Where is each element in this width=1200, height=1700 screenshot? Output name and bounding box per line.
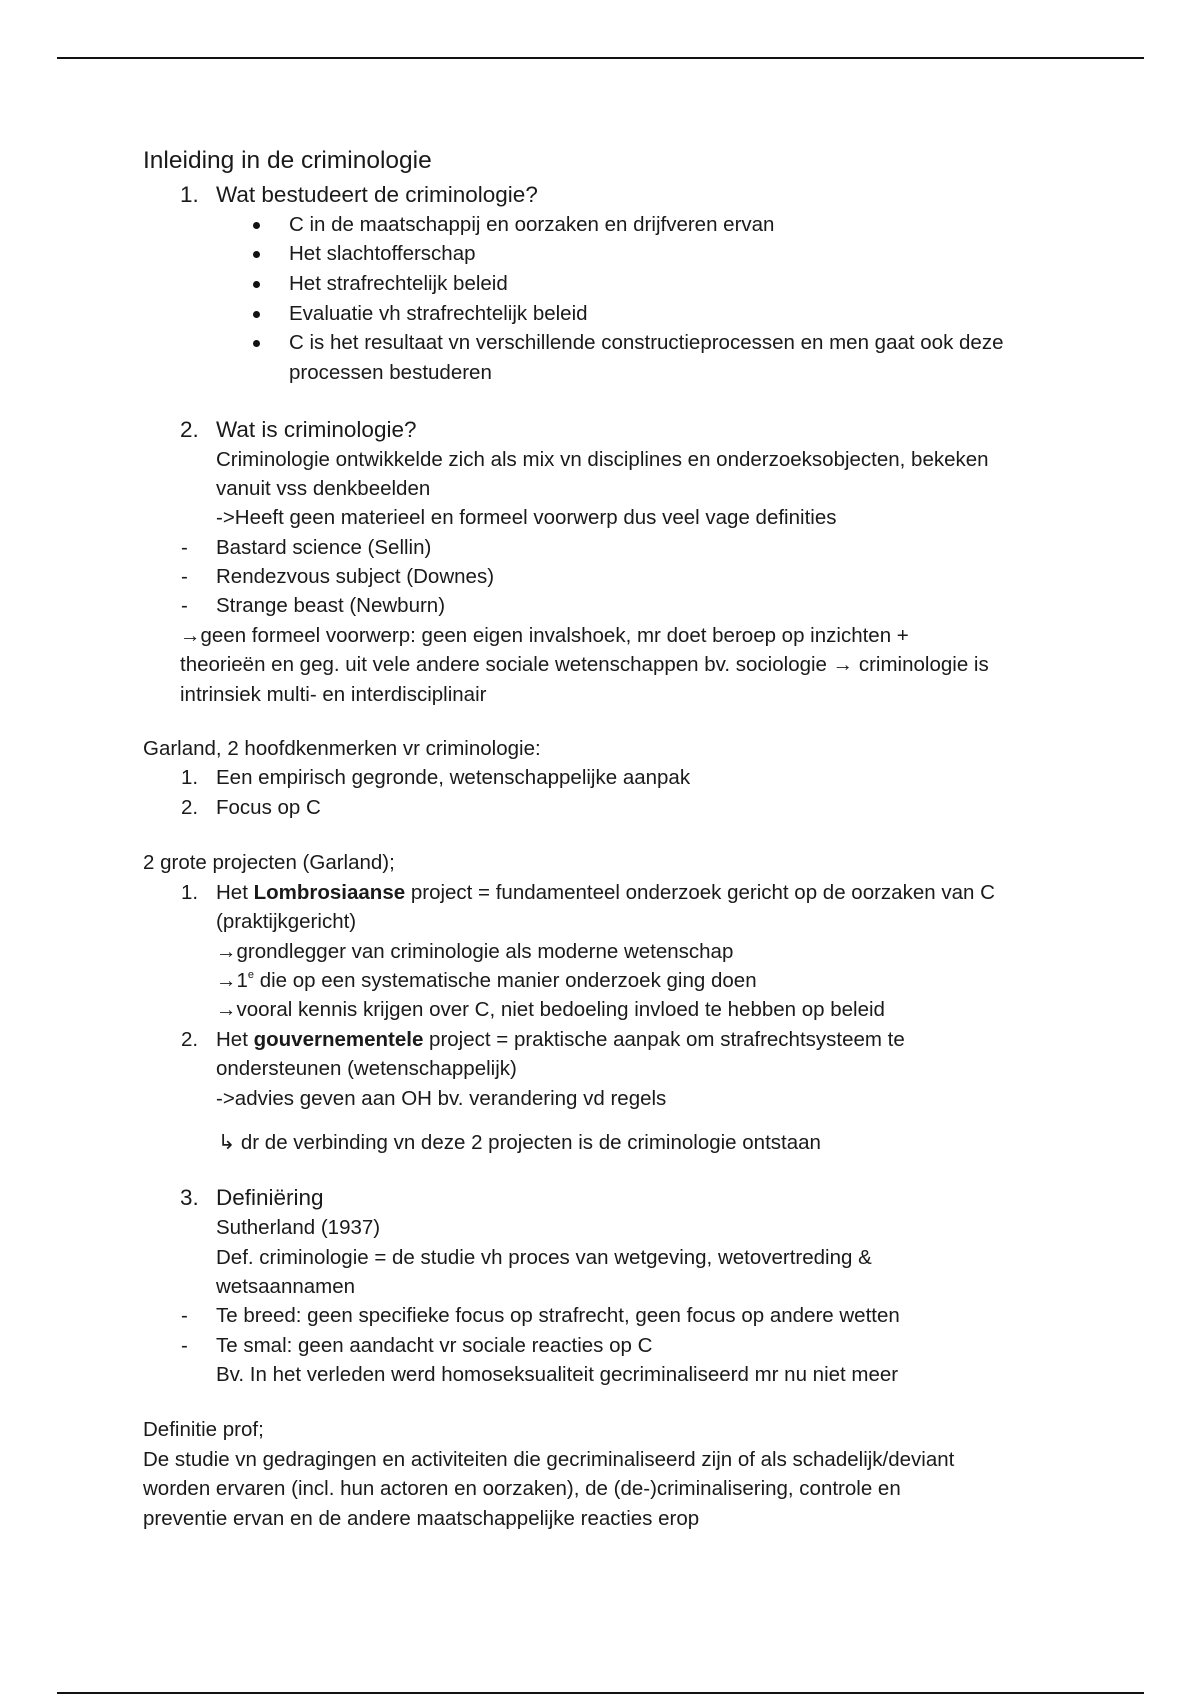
projects-heading: 2 grote projecten (Garland);: [143, 851, 395, 874]
paragraph-line: Def. criminologie = de studie vh proces van wetgeving, wetovertreding &: [216, 1246, 872, 1269]
dash-item: Bastard science (Sellin): [216, 536, 432, 559]
bullet-icon: [253, 281, 260, 288]
list-item: C is het resultaat vn verschillende constructieprocessen en men gaat ook deze: [289, 331, 1004, 354]
page-title: Inleiding in de criminologie: [143, 147, 432, 174]
bullet-icon: [253, 222, 260, 229]
prof-line: De studie vn gedragingen en activiteiten die gecriminaliseerd zijn of als schadelijk/deviant: [143, 1448, 955, 1471]
prof-heading: Definitie prof;: [143, 1418, 264, 1441]
section-2-heading: Wat is criminologie?: [216, 417, 417, 442]
garland-heading: Garland, 2 hoofdkenmerken vr criminologie:: [143, 737, 541, 760]
bullet-icon: [253, 340, 260, 347]
dash-marker: -: [181, 565, 188, 588]
paragraph-line: vanuit vss denkbeelden: [216, 477, 431, 500]
paragraph-line: wetsaannamen: [216, 1275, 356, 1298]
prof-line: worden ervaren (incl. hun actoren en oorzaken), de (de-)criminalisering, controle en: [143, 1477, 901, 1500]
projects-conclusion: ↳ dr de verbinding vn deze 2 projecten is de criminologie ontstaan: [218, 1131, 821, 1154]
bottom-rule: [57, 1692, 1144, 1694]
list-item: C in de maatschappij en oorzaken en drijfveren ervan: [289, 213, 775, 236]
dash-item: Te smal: geen aandacht vr sociale reacties op C: [216, 1334, 653, 1357]
project-1-arrow-line: →vooral kennis krijgen over C, niet bedoeling invloed te hebben op beleid: [216, 998, 885, 1021]
section-2-number: 2.: [180, 417, 199, 442]
list-item: Focus op C: [216, 796, 321, 819]
paragraph-line: Sutherland (1937): [216, 1216, 381, 1239]
project-2-term: gouvernementele: [253, 1028, 424, 1051]
dash-marker: -: [181, 594, 188, 617]
project-2-line: ondersteunen (wetenschappelijk): [216, 1057, 517, 1080]
list-number: 2.: [181, 796, 199, 819]
dash-item: Strange beast (Newburn): [216, 594, 446, 617]
dash-item: Rendezvous subject (Downes): [216, 565, 495, 588]
list-item: Een empirisch gegronde, wetenschappelijke aanpak: [216, 766, 691, 789]
top-rule: [57, 57, 1144, 59]
list-number: 1.: [181, 766, 199, 789]
conclusion-line: →geen formeel voorwerp: geen eigen invalshoek, mr doet beroep op inzichten +: [180, 624, 909, 647]
project-1-line: Het Lombrosiaanse project = fundamenteel onderzoek gericht op de oorzaken van C: [216, 881, 995, 904]
project-1-term: Lombrosiaanse: [253, 881, 406, 904]
conclusion-line: theorieën en geg. uit vele andere sociale wetenschappen bv. sociologie → criminologie is: [180, 653, 989, 676]
project-1-arrow-line: →grondlegger van criminologie als moderne wetenschap: [216, 940, 734, 963]
section-3-heading: Definiëring: [216, 1185, 324, 1210]
list-number: 2.: [181, 1028, 199, 1051]
dash-marker: -: [181, 1304, 188, 1327]
list-item: Evaluatie vh strafrechtelijk beleid: [289, 302, 588, 325]
list-item: Het slachtofferschap: [289, 242, 476, 265]
list-item-continuation: processen bestuderen: [289, 361, 492, 384]
list-item: Het strafrechtelijk beleid: [289, 272, 508, 295]
dash-item: Te breed: geen specifieke focus op strafrecht, geen focus op andere wetten: [216, 1304, 900, 1327]
paragraph-line: ->Heeft geen materieel en formeel voorwerp dus veel vage definities: [216, 506, 837, 529]
project-2-line: Het gouvernementele project = praktische aanpak om strafrechtsysteem te: [216, 1028, 905, 1051]
prof-line: preventie ervan en de andere maatschappelijke reacties erop: [143, 1507, 700, 1530]
section-3-number: 3.: [180, 1185, 199, 1210]
dash-item-continuation: Bv. In het verleden werd homoseksualiteit gecriminaliseerd mr nu niet meer: [216, 1363, 899, 1386]
paragraph-line: Criminologie ontwikkelde zich als mix vn disciplines en onderzoeksobjecten, bekeken: [216, 448, 989, 471]
dash-marker: -: [181, 1334, 188, 1357]
project-2-line: ->advies geven aan OH bv. verandering vd regels: [216, 1087, 667, 1110]
conclusion-line: intrinsiek multi- en interdisciplinair: [180, 683, 487, 706]
section-1-heading: Wat bestudeert de criminologie?: [216, 182, 538, 207]
project-1-line: (praktijkgericht): [216, 910, 357, 933]
list-number: 1.: [181, 881, 199, 904]
dash-marker: -: [181, 536, 188, 559]
project-1-arrow-line: $\to 1^e$ die op een systematische manier onderzoek ging doen: [216, 969, 757, 992]
bullet-icon: [253, 251, 260, 258]
bullet-icon: [253, 311, 260, 318]
section-1-number: 1.: [180, 182, 199, 207]
